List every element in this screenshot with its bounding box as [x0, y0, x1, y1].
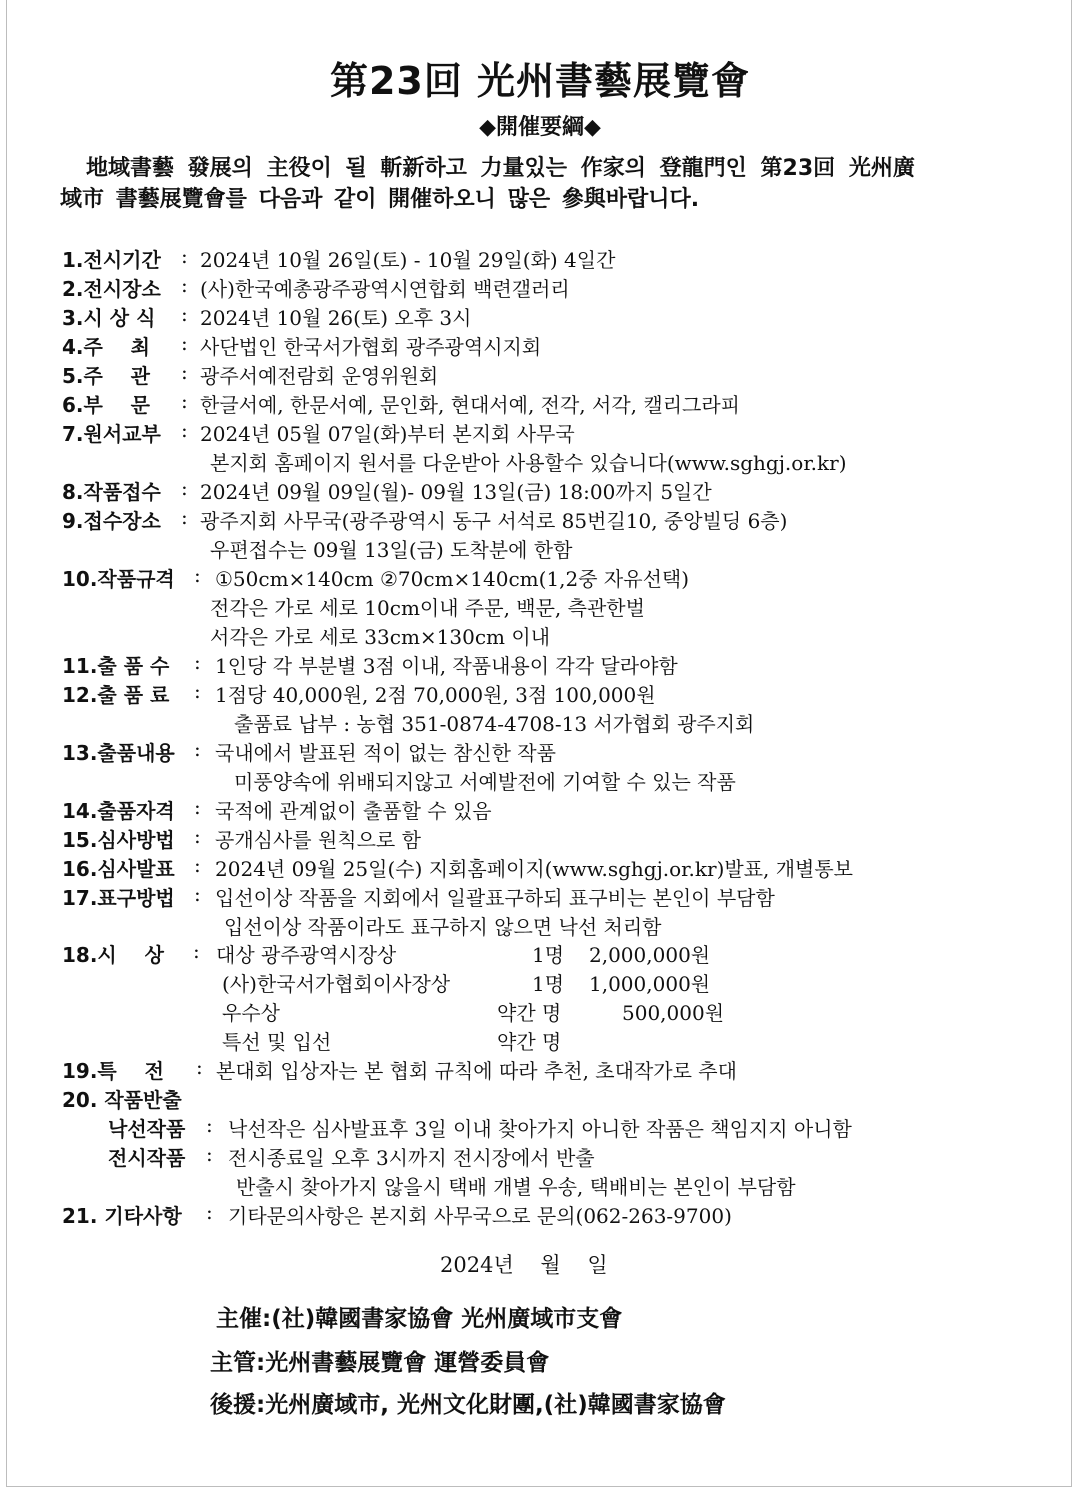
sub-item-label: 낙선작품 — [108, 1117, 186, 1141]
item-value: 입선이상 작품을 지회에서 일괄표구하되 표구비는 본인이 부담함 — [215, 886, 775, 910]
intro-line-1: 地域書藝 發展의 主役이 될 斬新하고 力量있는 作家의 登龍門인 第23回 光州廣 — [86, 156, 915, 181]
item-label: 15.심사방법 — [62, 828, 175, 852]
award-count: 약간 명 — [497, 1030, 562, 1054]
award-count: 1명 — [532, 943, 565, 967]
colon: : — [193, 939, 200, 963]
item-value: (사)한국예총광주광역시연합회 백련갤러리 — [200, 277, 570, 301]
colon: : — [194, 882, 201, 906]
item-label: 14.출품자격 — [62, 799, 175, 823]
intro-line-2: 域市 書藝展覽會를 다음과 같이 開催하오니 많은 參與바랍니다. — [60, 187, 700, 212]
colon: : — [206, 1142, 213, 1166]
colon: : — [181, 505, 188, 529]
colon: : — [181, 418, 188, 442]
document-date: 2024년 월 일 — [440, 1253, 608, 1277]
award-name: 우수상 — [222, 1001, 280, 1025]
colon: : — [194, 795, 201, 819]
item-label: 16.심사발표 — [62, 857, 175, 881]
sub-item-value: 낙선작은 심사발표후 3일 이내 찾아가지 아니한 작품은 책임지지 아니함 — [228, 1117, 852, 1141]
item-label: 3.시 상 식 — [62, 306, 156, 330]
colon: : — [196, 1055, 203, 1079]
colon: : — [181, 302, 188, 326]
item-continuation: 서각은 가로 세로 33cm×130cm 이내 — [210, 625, 551, 649]
item-label: 11.출 품 수 — [62, 654, 170, 678]
sub-item-label: 전시작품 — [108, 1146, 186, 1170]
colon: : — [194, 563, 201, 587]
colon: : — [181, 389, 188, 413]
item-value: 2024년 09월 25일(수) 지회홈페이지(www.sghgj.or.kr)발표, 개별통보 — [215, 857, 854, 881]
item-value: 기타문의사항은 본지회 사무국으로 문의(062-263-9700) — [228, 1204, 732, 1228]
colon: : — [181, 331, 188, 355]
item-value: 국내에서 발표된 적이 없는 참신한 작품 — [215, 741, 556, 765]
item-continuation: 본지회 홈페이지 원서를 다운받아 사용할수 있습니다(www.sghgj.or.kr) — [210, 451, 847, 475]
item-value: 국적에 관계없이 출품할 수 있음 — [215, 799, 492, 823]
award-count: 1명 — [532, 972, 565, 996]
item-continuation: 전각은 가로 세로 10cm이내 주문, 백문, 측관한벌 — [210, 596, 645, 620]
organizer-management: 主管:光州書藝展覽會 運營委員會 — [210, 1350, 550, 1376]
colon: : — [194, 853, 201, 877]
item-label: 4.주 최 — [62, 335, 151, 359]
item-value: ①50cm×140cm ②70cm×140cm(1,2중 자유선택) — [215, 567, 690, 591]
colon: : — [181, 360, 188, 384]
page-subtitle: ◆開催要綱◆ — [479, 115, 601, 140]
award-name: 특선 및 입선 — [222, 1030, 332, 1054]
item-value: 2024년 10월 26일(토) - 10월 29일(화) 4일간 — [200, 248, 616, 272]
page-title: 第23回 光州書藝展覽會 — [329, 59, 751, 103]
sub-item-continuation: 반출시 찾아가지 않을시 택배 개별 우송, 택배비는 본인이 부담함 — [236, 1175, 796, 1199]
colon: : — [206, 1113, 213, 1137]
award-amount: 500,000원 — [622, 1001, 725, 1025]
item-label: 5.주 관 — [62, 364, 151, 388]
item-value: 공개심사를 원칙으로 함 — [215, 828, 421, 852]
item-continuation: 입선이상 작품이라도 표구하지 않으면 낙선 처리함 — [224, 915, 662, 939]
colon: : — [181, 476, 188, 500]
colon: : — [181, 244, 188, 268]
item-value: 2024년 10월 26(토) 오후 3시 — [200, 306, 472, 330]
awards-label: 18.시 상 — [62, 943, 164, 967]
item-continuation: 미풍양속에 위배되지않고 서예발전에 기여할 수 있는 작품 — [234, 770, 736, 794]
colon: : — [181, 273, 188, 297]
item-value: 2024년 09월 09일(월)- 09월 13일(금) 18:00까지 5일간 — [200, 480, 712, 504]
item-label: 21. 기타사항 — [62, 1204, 182, 1228]
item-label: 7.원서교부 — [62, 422, 161, 446]
item-value: 광주지회 사무국(광주광역시 동구 서석로 85번길10, 중앙빌딩 6층) — [200, 509, 788, 533]
colon: : — [194, 824, 201, 848]
item-label: 2.전시장소 — [62, 277, 161, 301]
item-label: 17.표구방법 — [62, 886, 175, 910]
organizer-sponsor: 後援:光州廣域市, 光州文化財團,(社)韓國書家協會 — [210, 1392, 726, 1418]
colon: : — [194, 679, 201, 703]
item-label: 12.출 품 료 — [62, 683, 170, 707]
item-label: 1.전시기간 — [62, 248, 161, 272]
award-amount: 1,000,000원 — [589, 972, 711, 996]
item-value: 사단법인 한국서가협회 광주광역시지회 — [200, 335, 542, 359]
item-label: 8.작품접수 — [62, 480, 161, 504]
item-value: 본대회 입상자는 본 협회 규칙에 따라 추천, 초대작가로 추대 — [216, 1059, 737, 1083]
item-continuation: 출품료 납부 : 농협 351-0874-4708-13 서가협회 광주지회 — [234, 712, 755, 736]
item-value: 1인당 각 부분별 3점 이내, 작품내용이 각각 달라야함 — [215, 654, 678, 678]
award-name: (사)한국서가협회이사장상 — [222, 972, 451, 996]
item-label: 19.특 전 — [62, 1059, 164, 1083]
award-name: 대상 광주광역시장상 — [216, 943, 397, 967]
colon: : — [206, 1200, 213, 1224]
item-value: 광주서예전람회 운영위원회 — [200, 364, 439, 388]
item-continuation: 우편접수는 09월 13일(금) 도착분에 한함 — [210, 538, 573, 562]
organizer-host: 主催:(社)韓國書家協會 光州廣域市支會 — [216, 1306, 623, 1332]
sub-item-value: 전시종료일 오후 3시까지 전시장에서 반출 — [228, 1146, 595, 1170]
item-label: 6.부 문 — [62, 393, 151, 417]
item-label: 20. 작품반출 — [62, 1088, 182, 1112]
item-value: 2024년 05월 07일(화)부터 본지회 사무국 — [200, 422, 575, 446]
colon: : — [194, 737, 201, 761]
award-amount: 2,000,000원 — [589, 943, 711, 967]
item-label: 13.출품내용 — [62, 741, 175, 765]
colon: : — [194, 650, 201, 674]
award-count: 약간 명 — [497, 1001, 562, 1025]
item-value: 1점당 40,000원, 2점 70,000원, 3점 100,000원 — [215, 683, 656, 707]
item-value: 한글서예, 한문서예, 문인화, 현대서예, 전각, 서각, 캘리그라피 — [200, 393, 740, 417]
item-label: 10.작품규격 — [62, 567, 175, 591]
item-label: 9.접수장소 — [62, 509, 161, 533]
